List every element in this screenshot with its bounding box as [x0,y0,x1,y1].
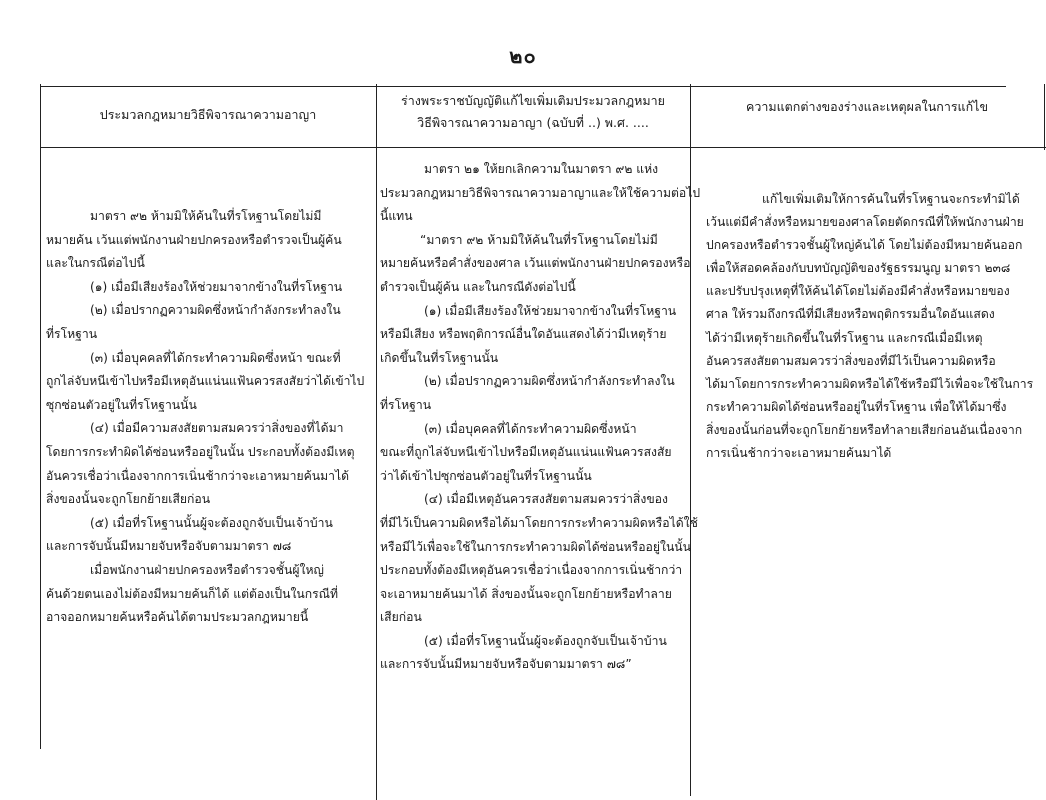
text-line: ศาล ให้รวมถึงกรณีที่มีเสียงหรือพฤติกรรมอื่นใดอันแสดง [706,307,995,322]
text-line: หรือมีไว้เพื่อจะใช้ในการกระทำความผิดได้ซ่อนหรืออยู่ในนั้น [380,539,691,554]
table-right-border [1044,84,1045,150]
text-line: จะเอาหมายค้นมาได้ สิ่งของนั้นจะถูกโยกย้ายหรือทำลาย [380,586,672,601]
header-current-law [40,104,376,126]
text-line: ค้นด้วยตนเองไม่ต้องมีหมายค้นก็ได้ แต่ต้องเป็นในกรณีที่ [46,586,339,601]
text-line: ซุกซ่อนตัวอยู่ในที่รโหฐานนั้น [46,397,197,412]
header-draft-act [376,90,690,134]
header-differences-reasons [690,96,1044,118]
text-line: และการจับนั้นมีหมายจับหรือจับตามมาตรา ๗๘ [46,539,292,554]
text-line: ได้ว่ามีเหตุร้ายเกิดขึ้นในที่รโหฐาน และกรณีเมื่อมีเหตุ [706,330,983,345]
text-line: เพื่อให้สอดคล้องกับบทบัญญัติของรัฐธรรมนูญ มาตรา ๒๓๘ [706,261,1011,276]
text-line: หมายค้นหรือคำสั่งของศาล เว้นแต่พนักงานฝ่ายปกครองหรือ [380,256,691,271]
text-line: มาตรา ๙๒ ห้ามมิให้ค้นในที่รโหฐานโดยไม่มี [90,209,322,223]
text-line: หมายค้น เว้นแต่พนักงานฝ่ายปกครองหรือตำรวจเป็นผู้ค้น [46,232,342,247]
header-differences-reasons-text: ความแตกต่างของร่างและเหตุผลในการแก้ไข [745,99,989,114]
differences-reasons-column [706,188,1033,465]
text-line: ปกครองหรือตำรวจชั้นผู้ใหญ่ค้นได้ โดยไม่ต้องมีหมายค้นออก [706,238,1023,253]
text-line: โดยการกระทำผิดได้ซ่อนหรืออยู่ในนั้น ประกอบทั้งต้องมีเหตุ [46,444,355,459]
text-line: ได้มาโดยการกระทำความผิดหรือได้ใช้หรือมีไว้เพื่อจะใช้ในการ [706,376,1034,391]
text-line: เสียก่อน [380,610,422,625]
text-line: กระทำความผิดได้ซ่อนหรืออยู่ในที่รโหฐาน เพื่อให้ได้มาซึ่ง [706,399,1007,414]
table-top-border [40,86,1006,87]
text-line: (๓) เมื่อบุคคลที่ได้กระทำความผิดซึ่งหน้า [424,421,637,436]
text-line: (๔) เมื่อมีความสงสัยตามสมควรว่าสิ่งของที่ได้มา [90,421,344,436]
text-line: อาจออกหมายค้นหรือค้นได้ตามประมวลกฎหมายนี้ [46,610,309,625]
text-line: (๑) เมื่อมีเสียงร้องให้ช่วยมาจากข้างในที่รโหฐาน [424,303,677,318]
page-number: ๒๐ [509,44,537,68]
header-bottom-border [40,147,1046,148]
text-line: ประกอบทั้งต้องมีเหตุอันควรเชื่อว่าเนื่องจากการเนิ่นช้ากว่า [380,563,683,578]
text-line: สิ่งของนั้นก่อนที่จะถูกโยกย้ายหรือทำลายเสียก่อนอันเนื่องจาก [706,422,1023,437]
draft-act-column [380,158,700,677]
text-line: และในกรณีต่อไปนี้ [46,256,145,271]
text-line: (๔) เมื่อมีเหตุอันควรสงสัยตามสมควรว่าสิ่งของ [424,492,668,507]
text-line: และปรับปรุงเหตุที่ให้ค้นได้โดยไม่ต้องมีคำสั่งหรือหมายของ [706,284,1010,299]
text-line: ที่รโหฐาน [46,326,98,341]
text-line: แก้ไขเพิ่มเติมให้การค้นในที่รโหฐานจะกระทำมิได้ [762,192,1020,206]
text-line: ขณะที่ถูกไล่จับหนีเข้าไปหรือมีเหตุอันแน่นแฟ้นควรสงสัย [380,445,672,460]
text-line: หรือมีเสียง หรือพฤติการณ์อื่นใดอันแสดงได้ว่ามีเหตุร้าย [380,327,667,342]
text-line: ประมวลกฎหมายวิธีพิจารณาความอาญาและให้ใช้ความต่อไป [380,185,701,200]
column-divider-1 [376,84,377,800]
text-line: อันควรสงสัยตามสมควรว่าสิ่งของที่มีไว้เป็นความผิดหรือ [706,353,996,368]
text-line: (๒) เมื่อปรากฏความผิดซึ่งหน้ากำลังกระทำลงใน [90,303,341,318]
text-line: สิ่งของนั้นจะถูกโยกย้ายเสียก่อน [46,492,211,507]
text-line: มาตรา ๒๑ ให้ยกเลิกความในมาตรา ๙๒ แห่ง [424,162,659,176]
text-line: เกิดขึ้นในที่รโหฐานนั้น [380,350,499,365]
text-line: (๒) เมื่อปรากฏความผิดซึ่งหน้ากำลังกระทำลงใน [424,374,675,389]
table-left-border [40,84,41,749]
text-line: นี้แทน [380,209,413,224]
text-line: “มาตรา ๙๒ ห้ามมิให้ค้นในที่รโหฐานโดยไม่มี [420,232,658,247]
text-line: เว้นแต่มีคำสั่งหรือหมายของศาลโดยตัดกรณีที่ให้พนักงานฝ่าย [706,215,1024,230]
text-line: (๑) เมื่อมีเสียงร้องให้ช่วยมาจากข้างในที่รโหฐาน [90,279,343,294]
text-line: (๓) เมื่อบุคคลที่ได้กระทำความผิดซึ่งหน้า ขณะที่ [90,350,341,365]
text-line: และการจับนั้นมีหมายจับหรือจับตามมาตรา ๗๘” [380,657,632,672]
text-line: (๕) เมื่อที่รโหฐานนั้นผู้จะต้องถูกจับเป็นเจ้าบ้าน [90,515,333,530]
text-line: การเนิ่นช้ากว่าจะเอาหมายค้นมาได้ [706,446,892,461]
text-line: ถูกไล่จับหนีเข้าไปหรือมีเหตุอันแน่นแฟ้นควรสงสัยว่าได้เข้าไป [46,374,365,389]
header-current-law-text: ประมวลกฎหมายวิธีพิจารณาความอาญา [99,107,317,122]
text-line: ที่รโหฐาน [380,397,432,412]
text-line: ว่าได้เข้าไปซุกซ่อนตัวอยู่ในที่รโหฐานนั้น [380,468,592,483]
current-law-column [46,205,364,630]
header-draft-act-line-2: วิธีพิจารณาความอาญา (ฉบับที่ ..) พ.ศ. .... [417,115,649,130]
text-line: ตำรวจเป็นผู้ค้น และในกรณีดังต่อไปนี้ [380,279,576,294]
text-line: ที่มีไว้เป็นความผิดหรือได้มาโดยการกระทำความผิดหรือได้ใช้ [380,515,698,530]
text-line: เมื่อพนักงานฝ่ายปกครองหรือตำรวจชั้นผู้ใหญ่ [90,562,324,577]
text-line: อันควรเชื่อว่าเนื่องจากการเนิ่นช้ากว่าจะเอาหมายค้นมาได้ [46,468,350,483]
header-draft-act-line-1: ร่างพระราชบัญญัติแก้ไขเพิ่มเติมประมวลกฎหมาย [401,93,665,108]
text-line: (๕) เมื่อที่รโหฐานนั้นผู้จะต้องถูกจับเป็นเจ้าบ้าน [424,633,667,648]
